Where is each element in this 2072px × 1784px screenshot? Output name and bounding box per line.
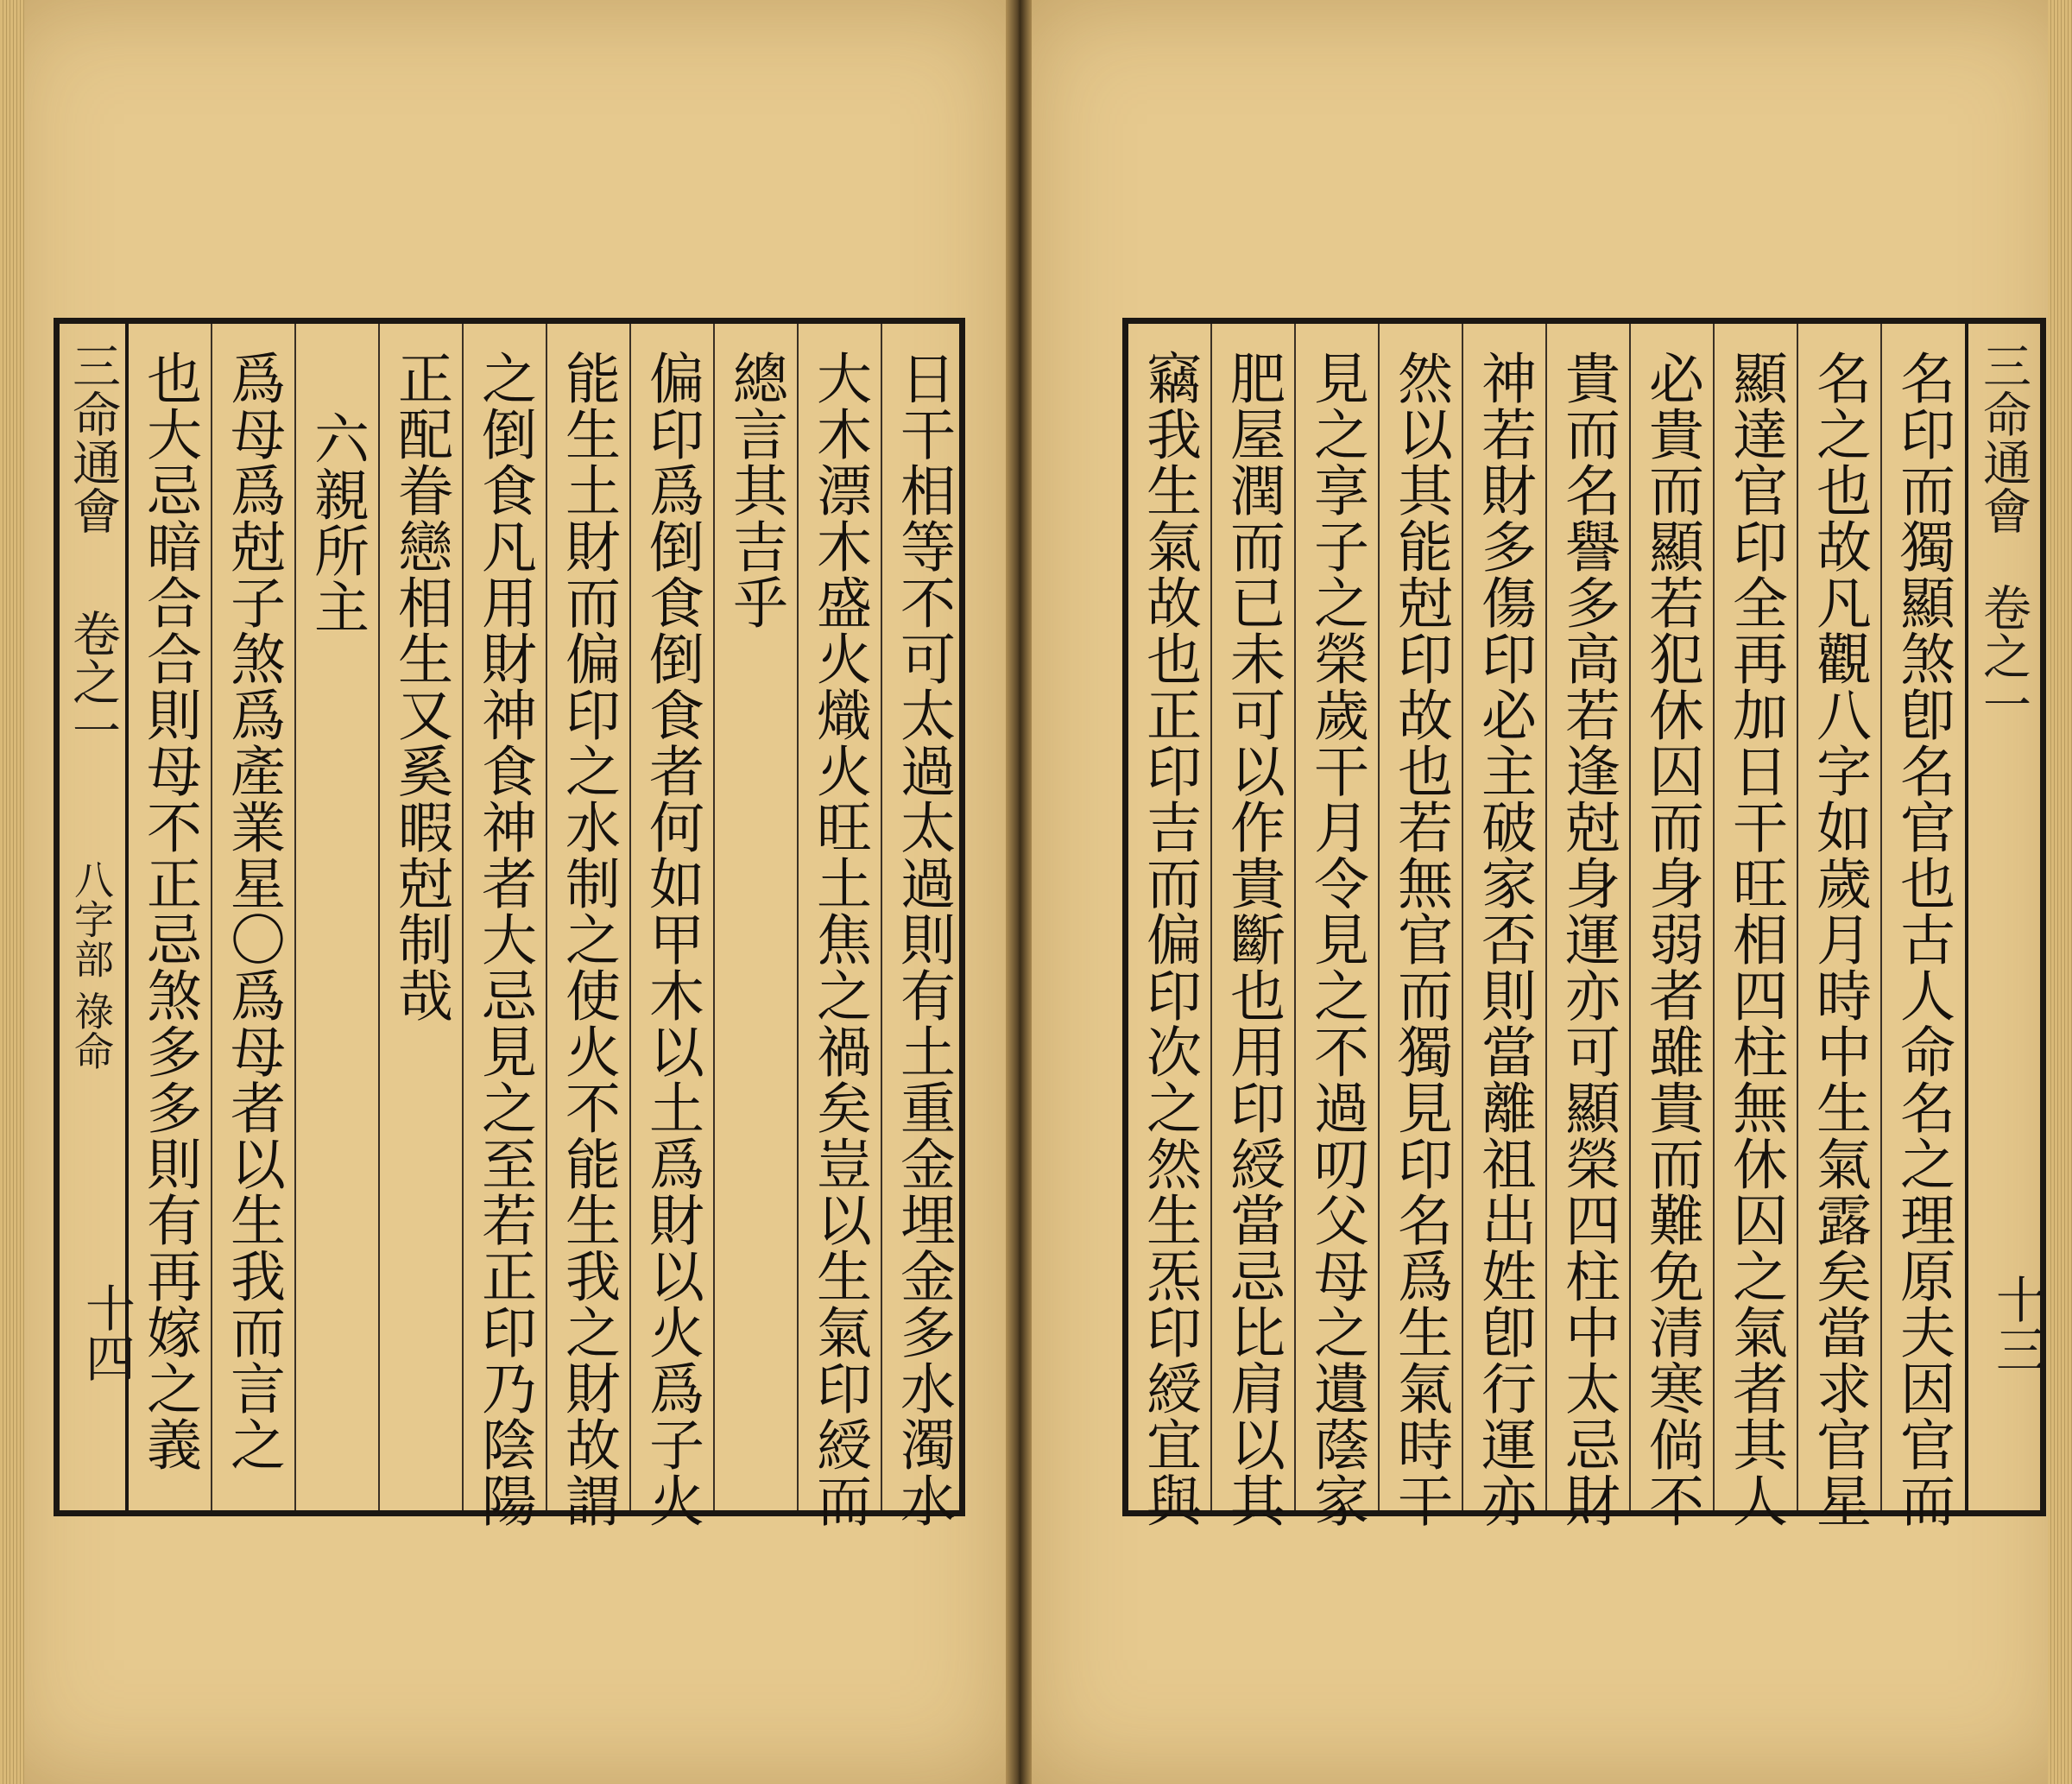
text-column: 名之也故凡觀八字如歲月時中生氣露矣當求官星: [1807, 350, 1871, 1528]
text-column: 之倒食凡用財神食神者大忌見之至若正印乃陰陽: [472, 350, 536, 1528]
page-edge: [2048, 0, 2072, 1784]
text-column: 貴而名譽多高若逢尅身運亦可顯榮四柱中太忌財: [1556, 350, 1620, 1528]
book-gutter: [1006, 0, 1032, 1784]
section-heading: 六親所主: [305, 410, 369, 635]
text-column: 顯達官印全再加日干旺相四柱無休囚之氣者其人: [1723, 350, 1787, 1528]
text-column: 然以其能尅印故也若無官而獨見印名爲生氣時干: [1388, 350, 1452, 1528]
text-column: 能生土財而偏印之水制之使火不能生我之財故謂: [556, 350, 620, 1528]
right-margin-column: [1968, 324, 2046, 1510]
text-column: 正配眷戀相生又奚暇尅制哉: [388, 350, 452, 1023]
left-margin-column: [60, 324, 136, 1510]
text-column: 也大忌暗合合則母不正忌煞多多則有再嫁之義: [137, 350, 201, 1472]
text-column: 偏印爲倒食倒食者何如甲木以土爲財以火爲子火: [640, 350, 704, 1528]
page-folio: 十四: [77, 1282, 136, 1382]
page-folio: 十三: [1987, 1274, 2046, 1374]
margin-title: 三命通會: [65, 341, 121, 535]
text-column: 必貴而顯若犯休囚而身弱者雖貴而難免清寒倘不: [1639, 350, 1703, 1528]
text-column: 大木漂木盛火熾火旺土焦之禍矣豈以生氣印綬而: [807, 350, 871, 1528]
text-column: 爲母爲尅子煞爲產業星〇爲母者以生我而言之: [221, 350, 285, 1472]
margin-volume: 卷之一: [1975, 583, 2031, 728]
text-column: 名印而獨顯煞卽名官也古人命名之理原夫因官而: [1891, 350, 1955, 1528]
margin-title: 三命通會: [1975, 341, 2031, 535]
left-text-frame: [54, 318, 965, 1528]
margin-volume: 卷之一: [65, 609, 121, 754]
text-column: 見之享子之榮歲干月令見之不過叨父母之遺蔭家: [1304, 350, 1368, 1528]
text-column: 日干相等不可太過太過則有土重金埋金多水濁水: [891, 350, 955, 1528]
text-column: 竊我生氣故也正印吉而偏印次之然生炁印綬宜與: [1137, 350, 1201, 1528]
page-edge: [0, 0, 24, 1784]
right-text-frame: [1122, 318, 2046, 1528]
text-column: 肥屋潤而已未可以作貴斷也用印綬當忌比肩以其: [1221, 350, 1285, 1528]
text-column: 神若財多傷印必主破家否則當離祖出姓卽行運亦: [1472, 350, 1536, 1528]
text-column: 總言其吉乎: [723, 350, 787, 630]
margin-section: 八字部 祿命: [68, 859, 115, 1071]
